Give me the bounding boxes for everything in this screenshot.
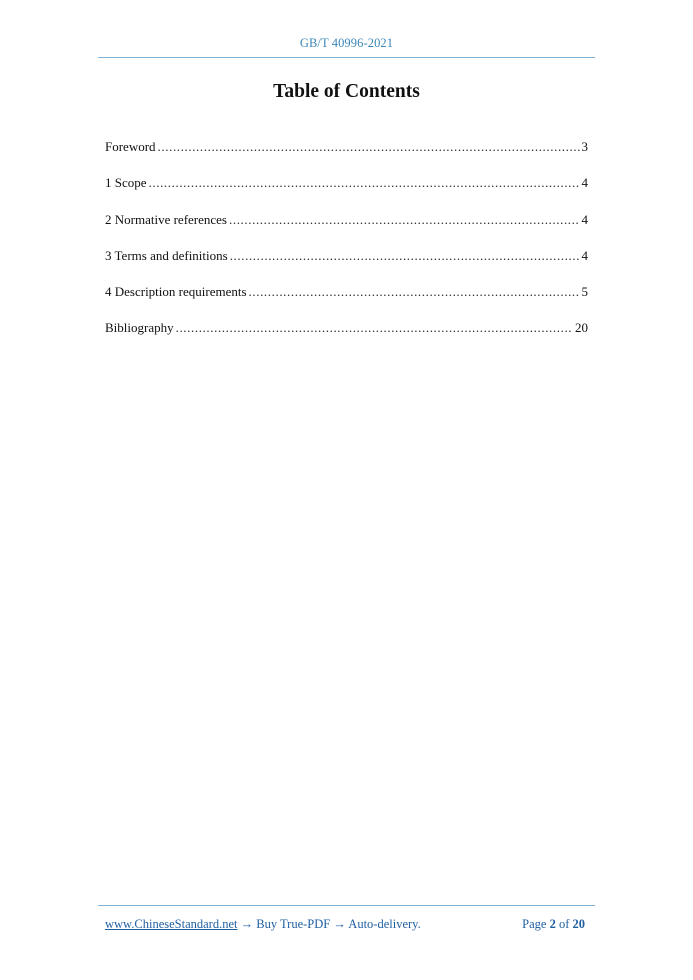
- toc-entry-scope[interactable]: [105, 175, 588, 211]
- page-of: of: [558, 917, 570, 931]
- toc-entry-page: 4: [581, 247, 588, 263]
- toc-dot-leader: [249, 284, 580, 300]
- toc-entry-page: 20: [575, 320, 588, 336]
- toc-entry-label: Bibliography: [105, 320, 174, 336]
- toc-entry-label: 1 Scope: [105, 175, 147, 191]
- page-title: Table of Contents: [273, 81, 420, 102]
- toc-entry-terms-definitions[interactable]: [105, 248, 588, 284]
- toc-entry-page: 4: [581, 211, 588, 227]
- page-current: 2: [549, 917, 556, 931]
- header-divider: [98, 57, 595, 58]
- toc-dot-leader: [229, 212, 580, 228]
- toc-entry-label: 4 Description requirements: [105, 284, 247, 300]
- toc-dot-leader: [176, 320, 573, 336]
- toc-entry-label: 3 Terms and definitions: [105, 247, 228, 263]
- toc-dot-leader: [149, 175, 580, 191]
- running-header: GB/T 40996-2021: [299, 36, 394, 50]
- toc-entry-label: Foreword: [105, 139, 156, 154]
- toc-dot-leader: [158, 139, 580, 155]
- page-footer: [105, 917, 585, 932]
- toc-entry-label: 2 Normative references: [105, 211, 227, 227]
- footer-divider: [98, 905, 595, 906]
- page-total: 20: [572, 917, 585, 931]
- toc-entry-page: 3: [581, 139, 588, 154]
- toc-entry-foreword[interactable]: [105, 139, 588, 175]
- toc-entry-page: 4: [581, 175, 588, 191]
- toc-entry-description-requirements[interactable]: [105, 284, 588, 320]
- toc-entry-normative-references[interactable]: [105, 212, 588, 248]
- toc-list: [105, 139, 588, 357]
- toc-entry-page: 5: [581, 284, 588, 300]
- site-link[interactable]: www.ChineseStandard.net: [105, 917, 238, 931]
- page-indicator: [522, 917, 585, 932]
- page-prefix: Page: [522, 917, 547, 931]
- footer-promo: [105, 917, 421, 932]
- footer-promo-text: → Buy True-PDF → Auto-delivery.: [237, 917, 421, 931]
- toc-dot-leader: [230, 248, 580, 264]
- toc-entry-bibliography[interactable]: [105, 320, 588, 356]
